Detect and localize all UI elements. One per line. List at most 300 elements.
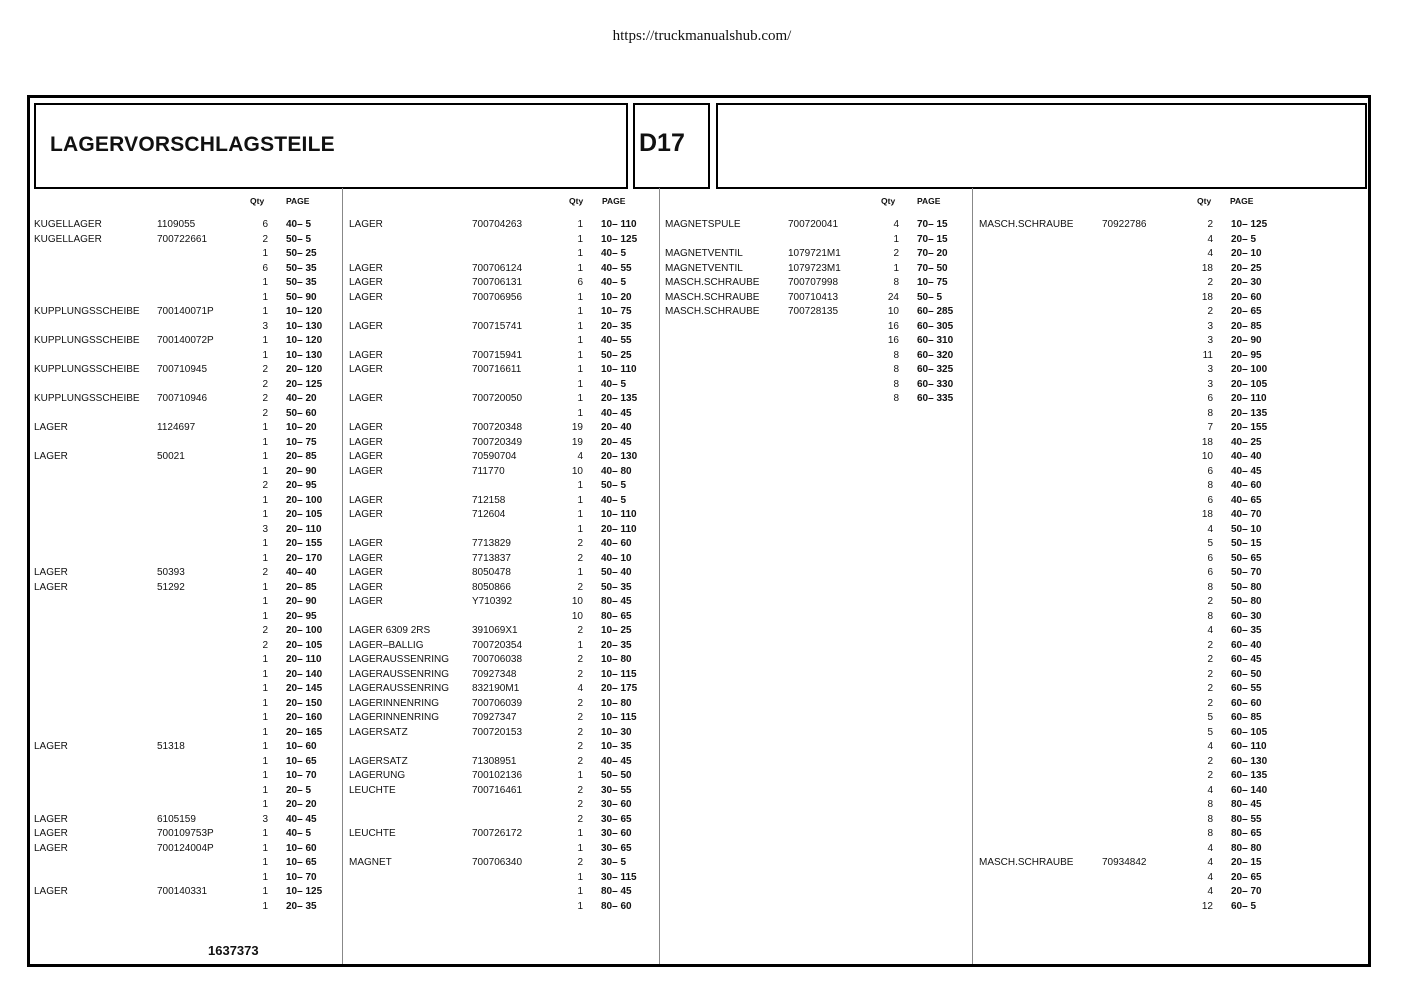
part-row (345, 479, 657, 494)
page-ref: 60– 30 (1231, 610, 1262, 622)
part-row (975, 827, 1368, 842)
qty-header: Qty (250, 196, 265, 206)
page-ref: 60– 5 (1231, 900, 1257, 912)
page-ref: 20– 110 (286, 654, 322, 665)
part-qty: 1 (262, 842, 268, 854)
part-row (30, 813, 342, 828)
part-number: Y710392 (472, 596, 513, 607)
part-number: 700140331 (157, 886, 208, 897)
part-row (30, 218, 342, 233)
part-row (661, 320, 971, 335)
part-row (661, 291, 971, 306)
part-row (661, 378, 971, 393)
page-ref: 10– 120 (286, 335, 323, 346)
page-ref: 60– 285 (917, 306, 954, 317)
page-ref: 20– 105 (286, 509, 323, 520)
part-number: 1124697 (157, 422, 196, 433)
part-name: LAGER (34, 741, 68, 752)
page-ref: 70– 20 (917, 248, 948, 259)
part-qty: 2 (1207, 755, 1213, 767)
page-ref: 50– 25 (601, 349, 632, 361)
part-row (345, 624, 657, 639)
page-ref: 80– 55 (1231, 813, 1262, 825)
part-qty: 11 (1202, 349, 1213, 361)
page-ref: 50– 70 (1231, 567, 1262, 578)
page-ref: 40– 55 (601, 335, 632, 346)
page-ref: 80– 65 (601, 610, 632, 622)
part-number: 1079723M1 (788, 262, 841, 274)
part-row (975, 885, 1368, 900)
part-qty: 1 (577, 262, 583, 274)
part-name: LAGERINNENRING (349, 712, 440, 723)
page-ref: 40– 20 (286, 393, 317, 404)
part-row (30, 726, 342, 741)
page-ref: 20– 90 (286, 465, 317, 477)
page-ref: 40– 5 (601, 277, 627, 288)
part-row (345, 363, 657, 378)
part-row (345, 842, 657, 857)
part-qty: 4 (1207, 248, 1213, 259)
part-row (30, 291, 342, 306)
part-number: 700720041 (788, 219, 839, 230)
page-ref: 10– 130 (286, 349, 323, 361)
page-ref: 60– 40 (1231, 639, 1262, 651)
parts-column-4 (975, 191, 1368, 964)
page-ref: 40– 10 (601, 552, 632, 564)
part-row (30, 697, 342, 712)
part-name: LAGER (349, 219, 383, 230)
page-ref: 10– 35 (601, 741, 632, 752)
page-ref: 50– 80 (1231, 596, 1262, 607)
part-row (975, 813, 1368, 828)
page-ref: 40– 45 (601, 755, 632, 767)
part-qty: 10 (571, 596, 583, 607)
part-row (345, 711, 657, 726)
part-row (975, 784, 1368, 799)
part-qty: 8 (893, 364, 899, 375)
page-ref: 20– 95 (1231, 349, 1262, 361)
part-qty: 4 (893, 219, 899, 230)
page-header: PAGE (917, 196, 941, 206)
part-row (975, 363, 1368, 378)
parts-column-2 (345, 191, 657, 964)
part-number: 700710945 (157, 364, 208, 375)
part-qty: 2 (262, 407, 268, 419)
page-ref: 20– 130 (601, 451, 638, 462)
part-row (30, 421, 342, 436)
part-qty: 1 (262, 799, 268, 810)
part-row (345, 900, 657, 915)
part-name: MASCH.SCHRAUBE (665, 291, 760, 303)
part-qty: 2 (1207, 668, 1213, 680)
part-row (345, 798, 657, 813)
page-ref: 20– 85 (286, 451, 317, 462)
page-ref: 40– 5 (601, 248, 627, 259)
part-qty: 1 (262, 277, 268, 288)
part-row (345, 218, 657, 233)
page-ref: 60– 85 (1231, 712, 1262, 723)
part-row (975, 276, 1368, 291)
part-qty: 2 (1207, 596, 1213, 607)
part-row (30, 610, 342, 625)
part-qty: 2 (1207, 219, 1213, 230)
page-ref: 40– 60 (1231, 480, 1262, 491)
page-ref: 30– 60 (601, 799, 632, 810)
part-number: 8050866 (472, 581, 511, 593)
page-ref: 10– 30 (601, 726, 632, 738)
part-number: 51318 (157, 741, 185, 752)
part-qty: 2 (577, 755, 583, 767)
parts-rows (661, 218, 971, 407)
page-ref: 60– 35 (1231, 625, 1262, 636)
part-row (345, 682, 657, 697)
part-qty: 2 (1207, 654, 1213, 665)
part-row (30, 682, 342, 697)
part-row (345, 349, 657, 364)
qty-header: Qty (1197, 196, 1212, 206)
part-qty: 2 (577, 784, 583, 796)
page-ref: 70– 15 (917, 233, 948, 245)
part-name: LAGER (34, 842, 68, 854)
part-qty: 1 (577, 871, 583, 883)
part-qty: 1 (262, 291, 268, 303)
page-ref: 10– 75 (601, 306, 632, 317)
part-number: 700140071P (157, 306, 214, 317)
part-row (30, 900, 342, 915)
page-ref: 80– 80 (1231, 842, 1262, 854)
part-name: LAGER (34, 828, 68, 839)
part-name: MASCH.SCHRAUBE (979, 219, 1074, 230)
page-ref: 20– 160 (286, 712, 323, 723)
part-qty: 1 (262, 828, 268, 839)
part-row (975, 581, 1368, 596)
part-qty: 2 (577, 813, 583, 825)
part-row (30, 624, 342, 639)
part-qty: 1 (262, 726, 268, 738)
parts-column-1 (30, 191, 342, 964)
part-qty: 8 (1207, 828, 1213, 839)
part-qty: 6 (1207, 494, 1213, 506)
part-row (661, 392, 971, 407)
part-name: LAGER (349, 277, 383, 288)
part-name: MASCH.SCHRAUBE (979, 857, 1074, 868)
part-qty: 1 (262, 509, 268, 520)
part-qty: 1 (262, 552, 268, 564)
part-row (345, 552, 657, 567)
page-ref: 50– 5 (917, 291, 943, 303)
part-row (30, 581, 342, 596)
part-name: LEUCHTE (349, 828, 396, 839)
page-ref: 20– 60 (1231, 291, 1262, 303)
page-ref: 50– 40 (601, 567, 632, 578)
part-qty: 4 (1207, 857, 1213, 868)
part-name: MASCH.SCHRAUBE (665, 306, 760, 317)
part-row (345, 639, 657, 654)
part-number: 50021 (157, 451, 185, 462)
part-row (30, 856, 342, 871)
part-qty: 1 (577, 219, 583, 230)
part-number: 70922786 (1102, 219, 1147, 230)
part-row (661, 334, 971, 349)
part-row (30, 755, 342, 770)
part-qty: 18 (1201, 291, 1213, 303)
part-name: MAGNETVENTIL (665, 248, 743, 259)
part-name: LAGER (349, 451, 383, 462)
part-name: MAGNETSPULE (665, 219, 741, 230)
page-ref: 60– 305 (917, 320, 954, 332)
page-ref: 40– 65 (1231, 494, 1262, 506)
page-ref: 60– 335 (917, 393, 954, 404)
part-qty: 1 (262, 741, 268, 752)
page-ref: 30– 55 (601, 784, 632, 796)
part-qty: 3 (1207, 320, 1213, 332)
page-ref: 50– 35 (601, 581, 632, 593)
page-ref: 40– 40 (286, 567, 317, 578)
part-qty: 2 (262, 393, 268, 404)
page-url: https://truckmanualshub.com/ (612, 28, 792, 44)
part-qty: 2 (1207, 306, 1213, 317)
page-ref: 10– 115 (601, 712, 637, 723)
part-row (661, 363, 971, 378)
page-ref: 20– 110 (601, 523, 637, 535)
page-ref: 60– 310 (917, 335, 954, 346)
part-row (30, 407, 342, 422)
page-ref: 20– 5 (1231, 233, 1257, 245)
page-ref: 20– 175 (601, 683, 638, 694)
parts-column-3 (661, 191, 971, 964)
page-ref: 60– 130 (1231, 755, 1268, 767)
page-header: PAGE (286, 196, 310, 206)
page-ref: 10– 75 (917, 277, 948, 288)
part-number: 700707998 (788, 277, 839, 288)
part-number: 700704263 (472, 219, 523, 230)
part-qty: 4 (1207, 871, 1213, 883)
part-qty: 1 (262, 857, 268, 868)
part-qty: 1 (577, 900, 583, 912)
page-ref: 20– 40 (601, 422, 632, 433)
part-qty: 3 (1207, 364, 1213, 375)
page-ref: 80– 45 (601, 886, 632, 897)
page-ref: 30– 65 (601, 813, 632, 825)
part-number: 51292 (157, 581, 185, 593)
part-qty: 3 (262, 523, 268, 535)
part-qty: 2 (577, 581, 583, 593)
part-row (345, 378, 657, 393)
part-row (30, 392, 342, 407)
page-ref: 10– 130 (286, 320, 323, 332)
part-row (975, 450, 1368, 465)
part-qty: 19 (571, 436, 583, 448)
part-qty: 2 (262, 378, 268, 390)
page-ref: 20– 90 (286, 596, 317, 607)
part-qty: 1 (262, 683, 268, 694)
part-row (975, 421, 1368, 436)
part-qty: 4 (1207, 523, 1213, 535)
part-qty: 2 (577, 857, 583, 868)
part-row (345, 856, 657, 871)
part-name: KUPPLUNGSSCHEIBE (34, 306, 140, 317)
part-row (975, 740, 1368, 755)
part-qty: 1 (262, 654, 268, 665)
page-ref: 20– 10 (1231, 248, 1262, 259)
part-number: 700706340 (472, 857, 523, 868)
part-name: MAGNET (349, 857, 392, 868)
document-number: 1637373 (208, 943, 259, 958)
part-number: 700728135 (788, 306, 839, 317)
part-number: 700706131 (472, 277, 523, 288)
part-name: LAGERINNENRING (349, 697, 440, 709)
page-ref: 20– 135 (1231, 407, 1268, 419)
part-row (30, 349, 342, 364)
part-row (30, 523, 342, 538)
page-ref: 50– 90 (286, 291, 317, 303)
part-row (30, 885, 342, 900)
part-row (975, 639, 1368, 654)
part-row (975, 436, 1368, 451)
part-row (30, 276, 342, 291)
page-ref: 80– 60 (601, 900, 632, 912)
page-ref: 10– 125 (286, 886, 323, 897)
part-row (975, 494, 1368, 509)
part-name: KUPPLUNGSSCHEIBE (34, 335, 140, 346)
page-ref: 30– 5 (601, 857, 627, 868)
part-qty: 1 (262, 451, 268, 462)
part-qty: 2 (1207, 770, 1213, 781)
page-ref: 10– 60 (286, 741, 317, 752)
page-ref: 30– 115 (601, 871, 637, 883)
part-qty: 2 (1207, 277, 1213, 288)
part-row (975, 407, 1368, 422)
parts-list-sheet (27, 95, 1371, 967)
part-qty: 1 (262, 755, 268, 767)
page-ref: 70– 50 (917, 262, 948, 274)
part-qty: 2 (577, 697, 583, 709)
part-number: 7713829 (472, 538, 511, 549)
part-qty: 1 (577, 306, 583, 317)
page-ref: 60– 320 (917, 349, 954, 361)
part-row (30, 305, 342, 320)
part-row (345, 334, 657, 349)
part-row (661, 305, 971, 320)
part-qty: 1 (262, 596, 268, 607)
part-name: LAGERAUSSENRING (349, 668, 450, 680)
qty-header: Qty (569, 196, 584, 206)
page-ref: 20– 95 (286, 610, 317, 622)
page-ref: 10– 65 (286, 857, 317, 868)
part-qty: 8 (893, 378, 899, 390)
part-qty: 2 (893, 248, 899, 259)
page-ref: 50– 5 (286, 233, 312, 245)
page-ref: 50– 50 (601, 770, 632, 781)
part-row (345, 320, 657, 335)
page-ref: 40– 70 (1231, 509, 1262, 520)
part-row (975, 711, 1368, 726)
part-name: LAGER (349, 509, 383, 520)
part-row (661, 233, 971, 248)
page-ref: 10– 110 (601, 219, 637, 230)
part-number: 1079721M1 (788, 248, 841, 259)
part-row (30, 798, 342, 813)
page-ref: 50– 5 (601, 480, 627, 491)
part-qty: 1 (262, 886, 268, 897)
page-ref: 40– 5 (601, 494, 627, 506)
part-row (661, 262, 971, 277)
part-row (30, 566, 342, 581)
part-qty: 1 (577, 523, 583, 535)
part-number: 700710946 (157, 393, 208, 404)
part-qty: 1 (262, 465, 268, 477)
part-row (975, 349, 1368, 364)
part-name: LAGER (349, 364, 383, 375)
part-row (30, 378, 342, 393)
part-row (345, 436, 657, 451)
part-row (975, 653, 1368, 668)
part-name: KUGELLAGER (34, 233, 102, 245)
part-qty: 4 (1207, 625, 1213, 636)
part-qty: 8 (893, 393, 899, 404)
part-qty: 8 (1207, 480, 1213, 491)
part-qty: 1 (577, 480, 583, 491)
part-qty: 1 (262, 436, 268, 448)
part-number: 700720354 (472, 639, 523, 651)
part-row (975, 552, 1368, 567)
column-divider (342, 188, 343, 964)
page-ref: 20– 20 (286, 799, 317, 810)
part-row (345, 392, 657, 407)
column-divider (659, 188, 660, 964)
part-qty: 19 (571, 422, 583, 433)
part-qty: 6 (1207, 465, 1213, 477)
page-ref: 20– 110 (1231, 393, 1267, 404)
part-number: 70934842 (1102, 857, 1147, 868)
part-name: LAGER (349, 552, 383, 564)
page-ref: 80– 45 (1231, 799, 1262, 810)
part-qty: 1 (577, 509, 583, 520)
part-number: 700720153 (472, 726, 523, 738)
page-ref: 40– 5 (286, 828, 312, 839)
page-ref: 20– 85 (286, 581, 317, 593)
part-qty: 1 (577, 407, 583, 419)
page-ref: 50– 80 (1231, 581, 1262, 593)
part-qty: 1 (893, 233, 899, 245)
part-qty: 8 (1207, 407, 1213, 419)
part-number: 8050478 (472, 567, 511, 578)
part-row (345, 523, 657, 538)
part-row (30, 247, 342, 262)
part-qty: 1 (262, 349, 268, 361)
part-row (345, 668, 657, 683)
part-row (975, 334, 1368, 349)
part-qty: 2 (577, 625, 583, 636)
part-name: LAGER–BALLIG (349, 639, 424, 651)
part-row (975, 262, 1368, 277)
part-qty: 1 (893, 262, 899, 274)
part-qty: 1 (262, 871, 268, 883)
page-ref: 10– 110 (601, 509, 637, 520)
part-qty: 1 (262, 581, 268, 593)
part-qty: 2 (262, 233, 268, 245)
part-row (345, 813, 657, 828)
part-number: 700706039 (472, 697, 523, 709)
page-ref: 10– 120 (286, 306, 323, 317)
page-ref: 10– 125 (601, 233, 638, 245)
part-number: 700722661 (157, 233, 208, 245)
page-ref: 20– 105 (286, 639, 323, 651)
part-row (30, 450, 342, 465)
page-ref: 20– 100 (286, 494, 323, 506)
part-qty: 10 (571, 610, 583, 622)
part-row (345, 755, 657, 770)
